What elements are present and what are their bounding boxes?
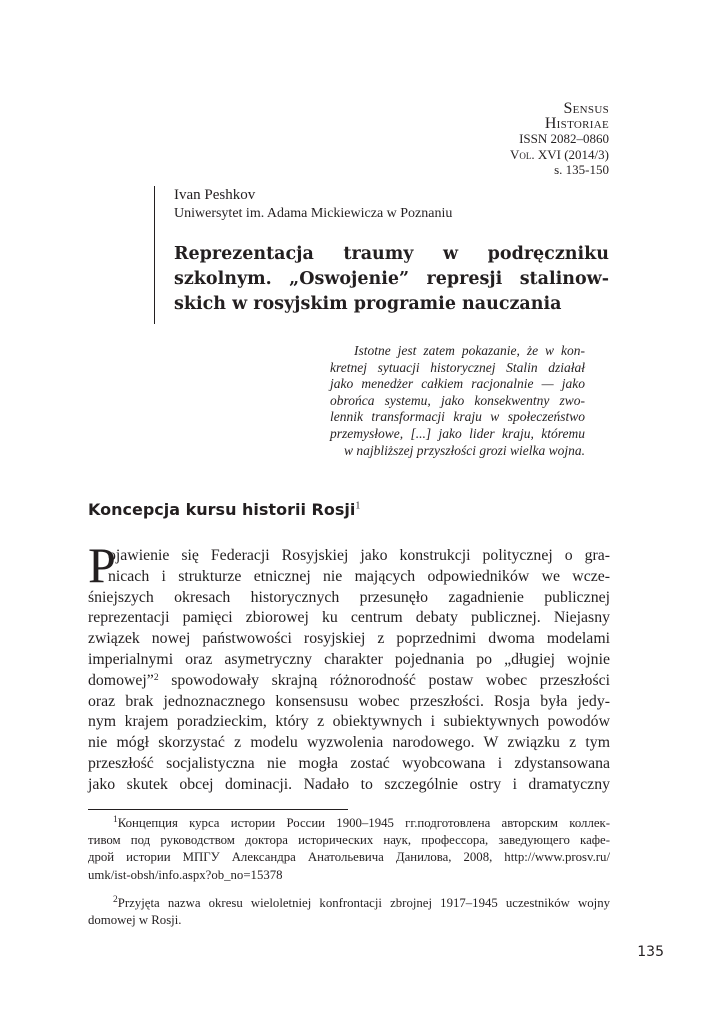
section-heading-text: Koncepcja kursu historii Rosji	[88, 500, 356, 519]
epigraph-line: przemysłowe, [...] jako lider kraju, któremu	[330, 425, 585, 441]
article-title	[174, 242, 609, 317]
journal-name-line1: Sensus	[563, 100, 609, 117]
title-vertical-rule	[154, 186, 155, 324]
epigraph-line: lennik transformacji kraju w społeczeństwo	[330, 409, 585, 425]
footnote-separator	[88, 809, 348, 810]
footnote-text: Концепция курса истории России 1900–1945 гг.подготовлена авторским коллек-	[117, 816, 610, 830]
page-number: 135	[637, 944, 664, 960]
title-line: Reprezentacja traumy w podręczniku	[174, 244, 609, 264]
body-paragraph	[88, 546, 610, 796]
author-name: Ivan Peshkov	[174, 187, 256, 203]
journal-volume: Vol. XVI (2014/3)	[509, 146, 609, 162]
body-line: przeszłość socjalistyczna nie mogła zostać wyobcowana i zdystansowana	[88, 754, 610, 772]
author-affiliation: Uniwersytet im. Adama Mickiewicza w Poznaniu	[174, 206, 453, 221]
epigraph-line: jako menedżer całkiem racjonalnie — jako	[330, 376, 585, 392]
section-heading	[88, 500, 360, 519]
footnote-number: 2	[113, 894, 118, 905]
body-line: nym krajem poradzieckim, który z obiektywnych i subiektywnych powodów	[88, 713, 610, 731]
journal-info	[349, 101, 609, 178]
body-line: ojawienie się Federacji Rosyjskiej jako konstrukcji politycznej o gra-	[108, 547, 610, 564]
body-line: nicach i strukturze etnicznej nie mających odpowiedników we wcze-	[108, 567, 610, 585]
body-line: oraz brak jednoznacznego konsensusu wobec przeszłości. Rosja była jedy-	[88, 692, 610, 710]
epigraph	[330, 343, 585, 459]
footnote-ref-1[interactable]: 1	[355, 500, 361, 512]
body-line-rest: spowodowały skrajną różnorodność postaw wobec przeszłości	[171, 671, 610, 689]
journal-name-line2: Historiae	[544, 115, 609, 132]
footnote-1-line	[88, 815, 610, 832]
title-line: skich w rosyjskim programie nauczania	[174, 294, 562, 314]
footnote-text: Przyjęta nazwa okresu wieloletniej konfrontacji zbrojnej 1917–1945 uczestników wojny	[117, 895, 610, 910]
journal-pages: s. 135-150	[554, 162, 609, 177]
footnote-1-line: дрой истории МПГУ Александра Анатольевича Данилова, 2008, http://www.prosv.ru/	[88, 850, 610, 865]
footnote-ref-2[interactable]: 2	[153, 672, 159, 683]
body-line: imperialnymi oraz asymetryczny charakter pojednania po „długiej wojnie	[88, 650, 610, 668]
footnote-2-line	[88, 895, 610, 912]
body-line-prefix: domowej”	[88, 671, 154, 689]
epigraph-line: obrońca systemu, jako konsekwentny zwo-	[330, 392, 585, 408]
journal-issn: ISSN 2082–0860	[519, 131, 609, 146]
footnote-1-link[interactable]: umk/ist-obsh/info.aspx?ob_no=15378	[88, 867, 283, 882]
drop-cap: P	[88, 537, 116, 593]
body-line: związek nowej państwowości rosyjskiej z poprzednimi dwoma modelami	[88, 630, 610, 648]
body-line: jako skutek obcej dominacji. Nadało to szczególnie ostry i dramatyczny	[88, 775, 610, 793]
footnote-1-line: тивом под руководством доктора исторических наук, профессора, заведующего кафе-	[88, 833, 610, 848]
body-line-with-note	[88, 671, 610, 692]
body-line: nie mógł skorzystać z modelu wyzwolenia narodowego. W związku z tym	[88, 734, 610, 752]
body-line: reprezentacji pamięci zbiorowej ku centrum debaty publicznej. Niejasny	[88, 609, 610, 627]
footnote-2-line: domowej w Rosji.	[88, 913, 182, 928]
body-line: śniejszych okresach historycznych przesunęło zagadnienie publicznej	[88, 588, 610, 606]
footnotes	[88, 815, 610, 929]
footnote-number: 1	[113, 815, 118, 825]
title-line: szkolnym. „Oswojenie” represji stalinow-	[174, 269, 609, 289]
epigraph-line: kretnej sytuacji historycznej Stalin działał	[330, 359, 585, 375]
epigraph-line: w najbliższej przyszłości grozi wielka wojna.	[343, 442, 585, 458]
epigraph-line: Istotne jest zatem pokazanie, że w kon-	[354, 343, 585, 358]
